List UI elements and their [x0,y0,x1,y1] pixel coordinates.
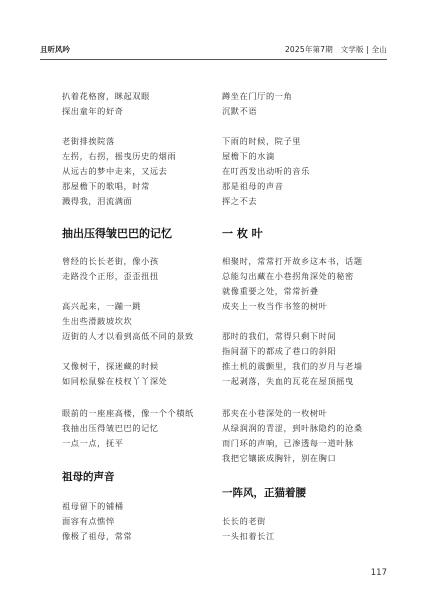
poem-line: 我把它镶嵌成胸针，别在胸口 [222,453,337,463]
poem-line: 一头扣着长江 [222,531,275,541]
section-heading: 一阵风，正猫着腰 [222,487,306,499]
poem-line: 屋檐下的水滴 [222,151,275,161]
page-number: 117 [370,568,387,578]
poem-line: 指间溜下的都成了巷口的斜阳 [222,346,337,356]
poem-line: 蹲坐在门厅的一角 [222,91,293,101]
poem-line: 一起剥落，失血的瓦花在屋顶摇曳 [222,376,354,386]
poem-line: 那屋檐下的歌唱，时常 [62,181,150,191]
poem-line: 成夹上一枚当作书签的树叶 [222,301,328,311]
poem-line: 生出些滑跛坡坎坎 [62,316,133,326]
poem-line: 一点一点，抚平 [62,438,124,448]
magazine-title: 且听风吟 [40,45,70,54]
header-rule [40,59,387,60]
poem-line: 相聚时，常常打开故乡这本书，话题 [222,256,363,266]
poem-line: 那夹在小巷深处的一枚树叶 [222,408,328,418]
poem-line: 祖母留下的铺桶 [62,501,124,511]
poem-line: 迈街的人才以看到高低不同的景致 [62,331,194,341]
section-heading: 一 枚 叶 [222,227,263,240]
poem-line: 又像树干，探迷藏的时候 [62,361,159,371]
poem-line: 从远古的梦中走来，又远去 [62,166,168,176]
poem-line: 沉默不语 [222,106,258,116]
page-header [40,44,387,58]
poem-line: 挥之不去 [222,196,258,206]
poem-line: 左拐，右拐，摇曳历史的烟雨 [62,151,177,161]
poem-line: 曾经的长长老街，像小孩 [62,256,159,266]
poem-line: 面容有点憔悴 [62,516,115,526]
poem-line: 走路没个正形，歪歪扭扭 [62,271,159,281]
poem-line: 探出童年的好奇 [62,106,124,116]
section-heading: 抽出压得皱巴巴的记忆 [62,227,172,240]
poem-line: 溅得我，泪流满面 [62,196,133,206]
poem-line: 就像重要之处，常常折叠 [222,286,319,296]
section-heading: 祖母的声音 [62,471,115,483]
poem-line: 扒着花格窗，眯起双眼 [62,91,150,101]
poem-line: 那时的我们，常得只剩下时间 [222,331,337,341]
poem-line: 总能勾出藏在小巷拐角深处的秘密 [222,271,354,281]
poem-line: 长长的老街 [222,516,266,526]
poem-line: 高兴起来，一蹦一跳 [62,301,142,311]
poem-line: 下雨的时候，院子里 [222,136,302,146]
poem-line: 从绿润润的青涩，到叶脉隐约的沧桑 [222,423,363,433]
poem-line: 那是祖母的声音 [222,181,284,191]
poem-line: 我抽出压得皱巴巴的记忆 [62,423,159,433]
poem-line: 推土机的震颤里，我们的岁月与老墙 [222,361,363,371]
poem-line: 像极了祖母，常常 [62,531,133,541]
poem-line: 眼前的一座座高楼，像一个个積纸 [62,408,194,418]
poem-line: 在叮西发出动听的音乐 [222,166,310,176]
poem-line: 如同松鼠躲在枝杈丫丫深处 [62,376,168,386]
poem-line: 而门环的声响，已渗透每一道叶脉 [222,438,354,448]
poem-line: 老街排挨院落 [62,136,115,146]
issue-info: 2025年第7期 文学版 | 全山 [284,45,387,54]
